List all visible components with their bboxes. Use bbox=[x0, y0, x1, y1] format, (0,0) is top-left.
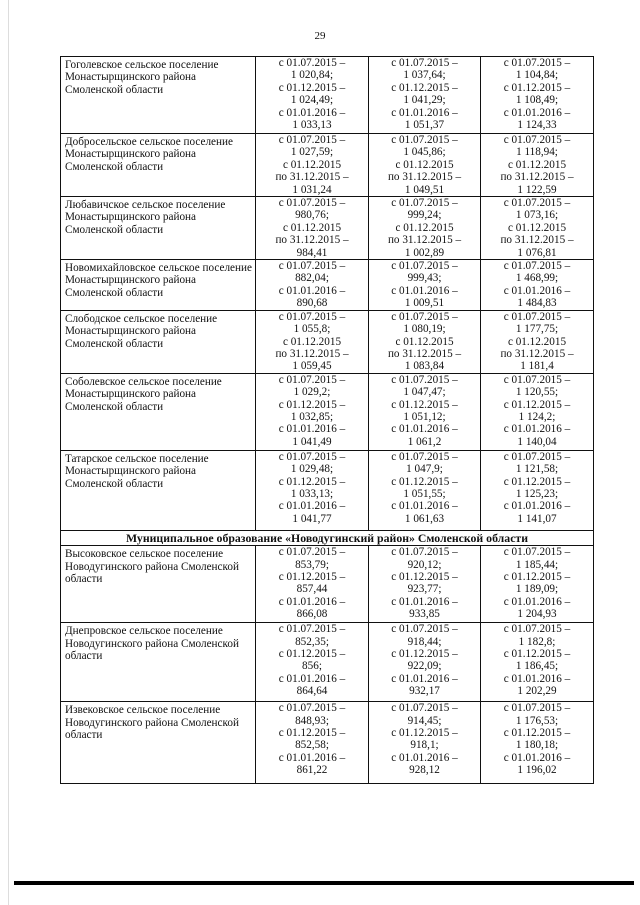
tariff-line: с 01.12.2015 bbox=[282, 335, 342, 348]
tariff-line: 914,45; bbox=[407, 714, 442, 727]
tariff-line: с 01.12.2015 – bbox=[391, 398, 458, 411]
tariff-line: с 01.07.2015 – bbox=[503, 702, 571, 715]
tariff-line: 999,43; bbox=[407, 272, 442, 285]
settlement-name: Добросельское сельское поселение Монастырщинского района Смоленской области bbox=[61, 134, 256, 197]
tariff-line: с 01.07.2015 – bbox=[278, 450, 346, 463]
tariff-line: 1 061,2 bbox=[407, 435, 442, 448]
tariff-line: по 31.12.2015 – bbox=[275, 234, 349, 247]
tariff-line: с 01.12.2015 – bbox=[391, 475, 458, 488]
tariff-line: 853,79; bbox=[295, 558, 329, 571]
tariff-cell bbox=[256, 546, 369, 623]
tariff-line: с 01.12.2015 bbox=[507, 221, 567, 234]
tariff-line: с 01.12.2015 – bbox=[503, 475, 571, 488]
tariff-line: 1 033,13 bbox=[292, 119, 332, 132]
page-number: 29 bbox=[314, 30, 326, 42]
section-row bbox=[61, 530, 594, 545]
tariff-line: 1 124,2; bbox=[518, 410, 556, 423]
tariff-cell bbox=[256, 623, 369, 702]
tariff-line: с 01.12.2015 – bbox=[503, 81, 571, 94]
tariff-line: с 01.12.2015 – bbox=[503, 647, 571, 660]
tariff-line: по 31.12.2015 – bbox=[500, 234, 574, 247]
tariff-line: 933,85 bbox=[409, 608, 440, 621]
tariff-line: с 01.07.2015 – bbox=[278, 623, 346, 636]
tariff-line: по 31.12.2015 – bbox=[387, 171, 462, 184]
tariff-line: 1 061,63 bbox=[404, 512, 445, 525]
tariff-line: с 01.07.2015 – bbox=[278, 310, 346, 323]
settlement-name: Соболевское сельское поселение Монастырщинского района Смоленской области bbox=[61, 373, 256, 450]
tariff-cell bbox=[369, 197, 481, 260]
tariff-line: с 01.12.2015 – bbox=[391, 726, 458, 739]
tariff-line: 852,35; bbox=[295, 635, 329, 648]
tariff-line: с 01.01.2016 – bbox=[278, 500, 346, 513]
tariff-line: с 01.01.2016 – bbox=[391, 500, 458, 513]
section-title: Муниципальное образование «Новодугинский район» Смоленской области bbox=[61, 530, 594, 545]
tariff-line: по 31.12.2015 – bbox=[387, 347, 462, 360]
tariff-line: 1 024,49; bbox=[290, 94, 334, 107]
tariff-line: с 01.07.2015 – bbox=[503, 623, 571, 636]
tariff-line: 1 027,59; bbox=[290, 146, 334, 159]
tariff-line: с 01.01.2016 – bbox=[503, 672, 571, 685]
tariff-line: 1 051,37 bbox=[404, 119, 445, 132]
tariff-line: 1 180,18; bbox=[515, 739, 559, 752]
settlement-name: Татарское сельское поселение Монастырщинского района Смоленской области bbox=[61, 450, 256, 530]
tariff-line: 1 108,49; bbox=[515, 94, 559, 107]
tariff-line: 857,44 bbox=[296, 583, 328, 596]
tariff-line: по 31.12.2015 – bbox=[500, 171, 574, 184]
tariff-line: с 01.01.2016 – bbox=[503, 751, 571, 764]
tariff-line: с 01.07.2015 – bbox=[278, 197, 346, 210]
table-row bbox=[61, 546, 594, 623]
tariff-line: с 01.01.2016 – bbox=[503, 595, 571, 608]
tariff-line: с 01.01.2016 – bbox=[503, 500, 571, 513]
table-row bbox=[61, 310, 594, 373]
tariff-line: по 31.12.2015 – bbox=[387, 234, 462, 247]
tariff-line: с 01.07.2015 – bbox=[503, 197, 571, 210]
tariff-line: с 01.07.2015 – bbox=[391, 623, 458, 636]
tariff-line: с 01.12.2015 bbox=[395, 158, 454, 171]
tariff-line: с 01.12.2015 – bbox=[278, 647, 346, 660]
settlement-name: Любавичское сельское поселение Монастырщинского района Смоленской области bbox=[61, 197, 256, 260]
tariff-cell bbox=[481, 310, 594, 373]
tariff-line: 856; bbox=[302, 660, 322, 673]
tariff-line: с 01.07.2015 – bbox=[278, 373, 346, 386]
tariff-line: 1 041,49 bbox=[292, 435, 332, 448]
tariff-line: с 01.12.2015 – bbox=[391, 81, 458, 94]
table-section bbox=[61, 530, 594, 545]
tariff-line: 866,08 bbox=[296, 608, 328, 621]
tariff-cell bbox=[369, 546, 481, 623]
tariff-line: с 01.07.2015 – bbox=[503, 260, 571, 273]
tariff-line: с 01.07.2015 – bbox=[503, 450, 571, 463]
tariff-line: 1 073,16; bbox=[515, 209, 559, 222]
tariff-line: с 01.12.2015 – bbox=[391, 647, 458, 660]
tariff-line: 1 031,24 bbox=[292, 183, 332, 196]
tariff-line: 1 002,89 bbox=[404, 246, 445, 259]
tariff-line: с 01.07.2015 – bbox=[503, 546, 571, 559]
tariff-cell bbox=[369, 260, 481, 311]
tariff-line: с 01.01.2016 – bbox=[503, 284, 571, 297]
tariff-line: с 01.07.2015 – bbox=[391, 310, 458, 323]
tariff-line: 1 029,48; bbox=[290, 463, 334, 476]
tariff-line: 918,44; bbox=[407, 635, 442, 648]
tariff-cell bbox=[481, 546, 594, 623]
tariff-line: 1 189,09; bbox=[515, 583, 559, 596]
table-row bbox=[61, 57, 594, 134]
footer-rule bbox=[14, 881, 634, 885]
tariff-cell bbox=[256, 373, 369, 450]
tariff-line: 1 020,84; bbox=[290, 69, 334, 82]
tariff-line: с 01.01.2016 – bbox=[278, 751, 346, 764]
tariff-line: 1 037,64; bbox=[403, 69, 446, 82]
tariff-line: 1 047,9; bbox=[406, 463, 443, 476]
tariff-line: 861,22 bbox=[296, 764, 328, 777]
tariff-line: с 01.01.2016 – bbox=[391, 284, 458, 297]
settlement-name: Новомихайловское сельское поселение Монастырщинского района Смоленской области bbox=[61, 260, 256, 311]
tariff-cell bbox=[481, 134, 594, 197]
tariff-line: 984,41 bbox=[296, 246, 328, 259]
tariff-line: 1 182,8; bbox=[518, 635, 556, 648]
tariff-line: 920,12; bbox=[407, 558, 442, 571]
tariff-line: 1 059,45 bbox=[292, 360, 332, 373]
tariff-line: с 01.01.2016 – bbox=[278, 672, 346, 685]
tariff-cell bbox=[256, 197, 369, 260]
tariff-line: с 01.01.2016 – bbox=[503, 423, 571, 436]
tariff-cell bbox=[481, 197, 594, 260]
tariff-cell bbox=[481, 260, 594, 311]
tariff-line: 848,93; bbox=[295, 714, 329, 727]
tariff-cell bbox=[256, 702, 369, 784]
tariff-line: с 01.01.2016 – bbox=[391, 751, 458, 764]
tariff-line: с 01.12.2015 bbox=[395, 335, 454, 348]
tariff-line: 890,68 bbox=[296, 297, 328, 310]
tariff-cell bbox=[369, 702, 481, 784]
table-body-monastyrshchinsky bbox=[61, 57, 594, 531]
tariff-line: 999,24; bbox=[407, 209, 442, 222]
tariff-cell bbox=[369, 450, 481, 530]
tariff-line: с 01.12.2015 bbox=[507, 335, 567, 348]
tariff-line: с 01.07.2015 – bbox=[391, 260, 458, 273]
tariff-line: с 01.12.2015 bbox=[395, 221, 454, 234]
tariff-line: 1 185,44; bbox=[515, 558, 559, 571]
tariff-line: 1 202,29 bbox=[517, 685, 557, 698]
tariff-line: с 01.12.2015 – bbox=[278, 726, 346, 739]
tariff-line: с 01.01.2016 – bbox=[503, 106, 571, 119]
tariff-line: с 01.07.2015 – bbox=[503, 57, 571, 69]
tariff-line: с 01.07.2015 – bbox=[278, 546, 346, 559]
tariff-line: с 01.12.2015 – bbox=[278, 475, 346, 488]
table-body-novoduginsky bbox=[61, 546, 594, 784]
table-row bbox=[61, 260, 594, 311]
tariff-line: 1 041,77 bbox=[292, 512, 332, 525]
tariff-line: с 01.12.2015 – bbox=[503, 570, 571, 583]
tariff-line: 1 051,55; bbox=[403, 487, 446, 500]
tariff-cell bbox=[369, 373, 481, 450]
tariff-line: с 01.01.2016 – bbox=[391, 672, 458, 685]
tariff-line: 1 104,84; bbox=[515, 69, 559, 82]
tariff-line: с 01.01.2016 – bbox=[278, 423, 346, 436]
tariff-line: с 01.07.2015 – bbox=[278, 702, 346, 715]
tariff-line: с 01.12.2015 – bbox=[278, 570, 346, 583]
tariff-line: с 01.01.2016 – bbox=[278, 106, 346, 119]
tariff-line: 923,77; bbox=[407, 583, 442, 596]
tariff-line: с 01.07.2015 – bbox=[278, 57, 346, 69]
tariff-line: 1 468,99; bbox=[515, 272, 559, 285]
tariff-line: по 31.12.2015 – bbox=[275, 171, 349, 184]
tariff-line: 1 181,4 bbox=[520, 360, 554, 373]
tariff-line: с 01.07.2015 – bbox=[503, 373, 571, 386]
tariff-line: с 01.07.2015 – bbox=[391, 197, 458, 210]
tariff-line: 1 029,2; bbox=[293, 386, 331, 399]
tariff-line: с 01.12.2015 – bbox=[278, 398, 346, 411]
tariff-line: с 01.12.2015 – bbox=[391, 570, 458, 583]
tariff-line: 1 055,8; bbox=[293, 323, 331, 336]
tariff-line: 1 047,47; bbox=[403, 386, 446, 399]
tariff-cell bbox=[369, 623, 481, 702]
table-row bbox=[61, 702, 594, 784]
tariff-line: с 01.12.2015 bbox=[507, 158, 567, 171]
tariff-line: 918,1; bbox=[410, 739, 439, 752]
tariff-line: с 01.01.2016 – bbox=[278, 284, 346, 297]
tariff-cell bbox=[481, 623, 594, 702]
tariff-line: 1 080,19; bbox=[403, 323, 446, 336]
tariff-cell bbox=[256, 57, 369, 134]
tariff-line: с 01.12.2015 – bbox=[503, 726, 571, 739]
settlement-name: Гоголевское сельское поселение Монастырщинского района Смоленской области bbox=[61, 57, 256, 134]
tariff-line: с 01.01.2016 – bbox=[391, 423, 458, 436]
tariff-line: 1 045,86; bbox=[403, 146, 446, 159]
tariff-line: с 01.01.2016 – bbox=[391, 595, 458, 608]
tariff-line: с 01.01.2016 – bbox=[391, 106, 458, 119]
tariff-cell bbox=[369, 57, 481, 134]
table-row bbox=[61, 134, 594, 197]
tariff-line: 928,12 bbox=[409, 764, 440, 777]
tariff-line: 1 204,93 bbox=[517, 608, 557, 621]
tariff-line: 852,58; bbox=[295, 739, 329, 752]
tariff-line: с 01.01.2016 – bbox=[278, 595, 346, 608]
tariff-line: 1 118,94; bbox=[516, 146, 558, 159]
tariff-line: с 01.07.2015 – bbox=[503, 134, 571, 146]
tariff-line: 932,17 bbox=[409, 685, 440, 698]
tariff-line: 864,64 bbox=[296, 685, 328, 698]
tariff-cell bbox=[256, 134, 369, 197]
tariff-line: с 01.07.2015 – bbox=[391, 134, 458, 146]
tariff-line: 1 186,45; bbox=[515, 660, 559, 673]
tariff-line: 1 032,85; bbox=[290, 410, 334, 423]
tariff-line: 1 049,51 bbox=[404, 183, 445, 196]
tariff-line: 1 122,59 bbox=[517, 183, 557, 196]
tariff-line: с 01.12.2015 – bbox=[503, 398, 571, 411]
tariff-table bbox=[60, 56, 594, 784]
tariff-line: с 01.07.2015 – bbox=[503, 310, 571, 323]
settlement-name: Высоковское сельское поселение Новодугинского района Смоленской области bbox=[61, 546, 256, 623]
tariff-line: 1 125,23; bbox=[515, 487, 559, 500]
tariff-line: 922,09; bbox=[407, 660, 442, 673]
scan-edge bbox=[0, 0, 9, 905]
tariff-line: 1 051,12; bbox=[403, 410, 446, 423]
tariff-line: по 31.12.2015 – bbox=[275, 347, 349, 360]
tariff-line: 1 083,84 bbox=[404, 360, 445, 373]
tariff-line: с 01.07.2015 – bbox=[278, 260, 346, 273]
tariff-line: с 01.12.2015 – bbox=[278, 81, 346, 94]
table-row bbox=[61, 197, 594, 260]
tariff-line: с 01.07.2015 – bbox=[391, 546, 458, 559]
tariff-cell bbox=[481, 373, 594, 450]
tariff-cell bbox=[256, 310, 369, 373]
tariff-line: 1 196,02 bbox=[517, 764, 557, 777]
tariff-line: 1 033,13; bbox=[290, 487, 334, 500]
tariff-cell bbox=[481, 702, 594, 784]
settlement-name: Днепровское сельское поселение Новодугинского района Смоленской области bbox=[61, 623, 256, 702]
tariff-line: с 01.07.2015 – bbox=[391, 57, 458, 69]
tariff-line: 1 009,51 bbox=[404, 297, 445, 310]
tariff-line: 1 076,81 bbox=[517, 246, 557, 259]
tariff-line: 1 140,04 bbox=[517, 435, 557, 448]
tariff-cell bbox=[369, 134, 481, 197]
tariff-line: 1 141,07 bbox=[517, 512, 557, 525]
tariff-line: 1 124,33 bbox=[517, 119, 557, 132]
table-row bbox=[61, 373, 594, 450]
table-row bbox=[61, 623, 594, 702]
tariff-line: 1 041,29; bbox=[403, 94, 446, 107]
tariff-line: 882,04; bbox=[295, 272, 329, 285]
settlement-name: Слободское сельское поселение Монастырщинского района Смоленской области bbox=[61, 310, 256, 373]
tariff-cell bbox=[256, 260, 369, 311]
tariff-cell bbox=[369, 310, 481, 373]
tariff-line: по 31.12.2015 – bbox=[500, 347, 574, 360]
table-row bbox=[61, 450, 594, 530]
tariff-line: с 01.12.2015 bbox=[282, 158, 342, 171]
tariff-line: с 01.12.2015 bbox=[282, 221, 342, 234]
tariff-line: 1 176,53; bbox=[515, 714, 559, 727]
tariff-line: с 01.07.2015 – bbox=[391, 373, 458, 386]
tariff-line: с 01.07.2015 – bbox=[278, 134, 346, 146]
tariff-line: 1 177,75; bbox=[515, 323, 559, 336]
settlement-name: Извековское сельское поселение Новодугинского района Смоленской области bbox=[61, 702, 256, 784]
tariff-line: 1 120,55; bbox=[515, 386, 559, 399]
tariff-cell bbox=[481, 57, 594, 134]
tariff-cell bbox=[256, 450, 369, 530]
tariff-line: 980,76; bbox=[295, 209, 329, 222]
tariff-cell bbox=[481, 450, 594, 530]
tariff-line: с 01.07.2015 – bbox=[391, 702, 458, 715]
tariff-line: с 01.07.2015 – bbox=[391, 450, 458, 463]
tariff-line: 1 121,58; bbox=[515, 463, 559, 476]
tariff-line: 1 484,83 bbox=[517, 297, 557, 310]
